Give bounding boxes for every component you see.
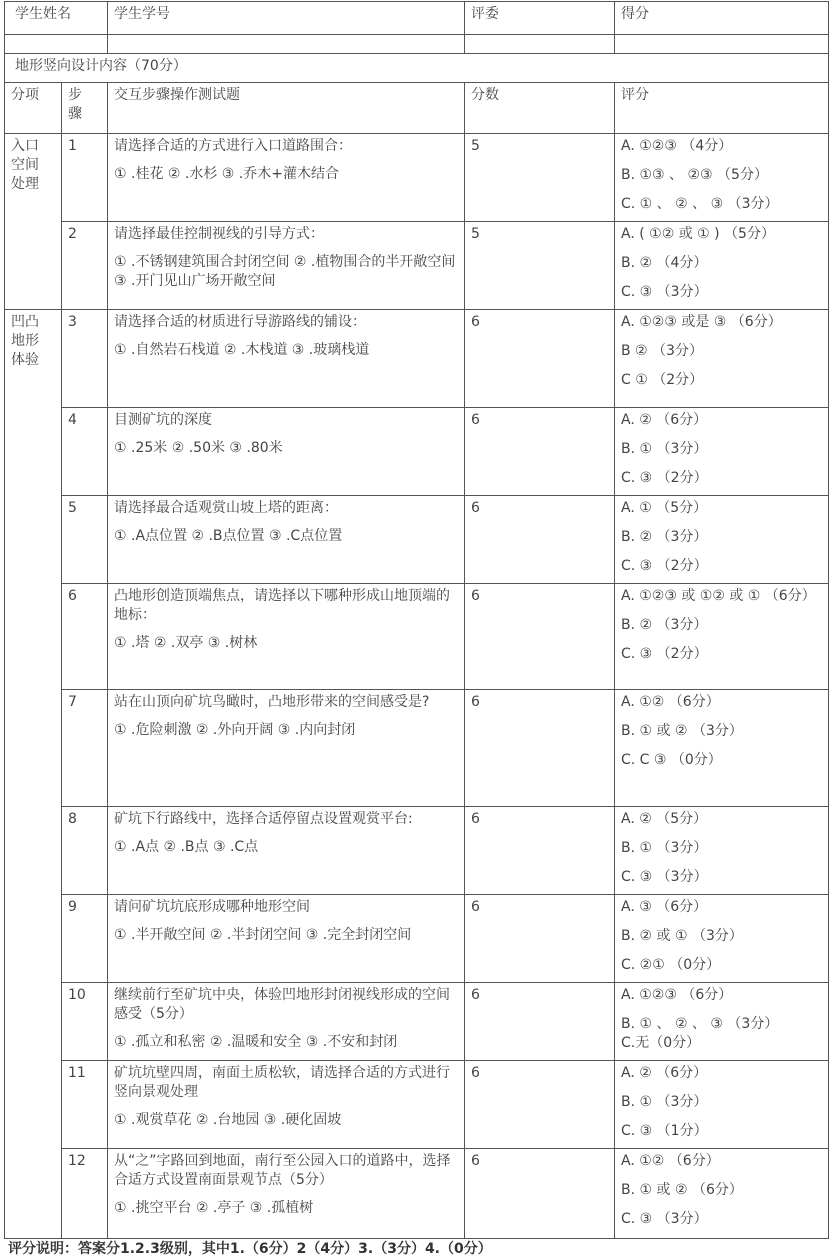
- question-text: 请问矿坑坑底形成哪种地形空间: [114, 899, 310, 915]
- step-number: 11: [62, 1061, 108, 1149]
- question-text: 矿坑坑壁四周，南面土质松软，请选择合适的方式进行竖向景观处理: [114, 1065, 450, 1100]
- question-cell: [108, 310, 465, 408]
- scoring-cell: [615, 496, 829, 584]
- options-text: ① .25米 ② .50米 ③ .80米: [114, 440, 283, 456]
- question-cell: [108, 1061, 465, 1149]
- scoring-option: A. ② （6分）: [621, 1065, 708, 1081]
- scoring-option: A. ③ （6分）: [621, 899, 708, 915]
- judge-label: 评委: [465, 2, 615, 35]
- points-value: 6: [465, 1149, 615, 1239]
- points-value: 6: [465, 408, 615, 496]
- scoring-option: C. C ③ （0分）: [621, 752, 722, 768]
- score-table: [4, 1, 829, 1239]
- points-value: 5: [465, 134, 615, 222]
- options-text: ① .塔 ② .双亭 ③ .树林: [114, 635, 258, 651]
- scoring-option: B. ① （3分）: [621, 1094, 708, 1110]
- score-cell[interactable]: [615, 35, 829, 54]
- points-value: 6: [465, 1061, 615, 1149]
- scoring-option: A. ①②③ 或 ①② 或 ① （6分）: [621, 588, 816, 604]
- question-text: 请选择最佳控制视线的引导方式：: [114, 226, 324, 242]
- scoring-note: 评分说明：答案分1.2.3级别，其中1.（6分）2（4分）3.（3分）4.（0分）: [8, 1241, 492, 1257]
- step-number: 12: [62, 1149, 108, 1239]
- question-cell: [108, 1149, 465, 1239]
- options-text: ① .挑空平台 ② .亭子 ③ .孤植树: [114, 1200, 314, 1216]
- scoring-cell: [615, 807, 829, 895]
- question-row: [5, 408, 829, 496]
- question-row: [5, 310, 829, 408]
- scoring-option: B ② （3分）: [621, 343, 703, 359]
- step-number: 10: [62, 983, 108, 1061]
- scoring-option: A. ①② （6分）: [621, 1153, 720, 1169]
- section-title: 地形竖向设计内容（70分）: [5, 54, 829, 83]
- scoring-option: C. ③ （1分）: [621, 1123, 708, 1139]
- scoring-cell: [615, 983, 829, 1061]
- scoring-cell: [615, 1149, 829, 1239]
- step-number: 4: [62, 408, 108, 496]
- group-terrain: 凹凸 地形 体验: [5, 310, 62, 1239]
- section-title-row: [5, 54, 829, 83]
- question-cell: [108, 807, 465, 895]
- student-id-label: 学生学号: [108, 2, 465, 35]
- student-id-cell[interactable]: [108, 35, 465, 54]
- options-text: ① .自然岩石栈道 ② .木栈道 ③ .玻璃栈道: [114, 342, 370, 358]
- group-entrance: 入口 空间 处理: [5, 134, 62, 310]
- scoring-option: C. ③ （2分）: [621, 646, 708, 662]
- question-row: [5, 895, 829, 983]
- col-question: 交互步骤操作测试题: [108, 83, 465, 134]
- step-number: 1: [62, 134, 108, 222]
- question-cell: [108, 134, 465, 222]
- question-text: 凸地形创造顶端焦点，请选择以下哪种形成山地顶端的地标：: [114, 588, 450, 623]
- scoring-option: A. ② （5分）: [621, 811, 708, 827]
- question-cell: [108, 983, 465, 1061]
- question-text: 请选择合适的材质进行导游路线的铺设：: [114, 314, 366, 330]
- question-text: 请选择最合适观赏山坡上塔的距离：: [114, 500, 338, 516]
- question-text: 请选择合适的方式进行入口道路围合：: [114, 138, 352, 154]
- scoring-option: A. ② （6分）: [621, 412, 708, 428]
- step-number: 6: [62, 584, 108, 690]
- step-number: 9: [62, 895, 108, 983]
- scoring-option: C. ③ （3分）: [621, 284, 708, 300]
- question-cell: [108, 222, 465, 310]
- scoring-cell: [615, 584, 829, 690]
- scoring-option: B. ① 或 ② （6分）: [621, 1182, 743, 1198]
- options-text: ① .桂花 ② .水杉 ③ .乔木+灌木结合: [114, 166, 339, 182]
- points-value: 6: [465, 496, 615, 584]
- question-row: [5, 807, 829, 895]
- judge-cell[interactable]: [465, 35, 615, 54]
- step-number: 3: [62, 310, 108, 408]
- question-row: [5, 1061, 829, 1149]
- scoring-cell: [615, 222, 829, 310]
- scoring-cell: [615, 1061, 829, 1149]
- scoring-option: C. ③ （2分）: [621, 558, 708, 574]
- question-text: 从“之”字路回到地面，南行至公园入口的道路中，选择合适方式设置南面景观节点（5分）: [114, 1153, 451, 1188]
- scoring-option: B. ② 或 ① （3分）: [621, 928, 743, 944]
- question-row: [5, 222, 829, 310]
- scoring-option: B. ② （3分）: [621, 617, 708, 633]
- question-row: [5, 690, 829, 807]
- question-text: 矿坑下行路线中，选择合适停留点设置观赏平台:: [114, 811, 413, 827]
- question-row: [5, 496, 829, 584]
- question-cell: [108, 496, 465, 584]
- scoring-option: C. ③ （3分）: [621, 1211, 708, 1227]
- points-value: 6: [465, 310, 615, 408]
- scoring-option: B. ② （4分）: [621, 255, 708, 271]
- col-category: 分项: [5, 83, 62, 134]
- blank-entry-row: [5, 35, 829, 54]
- question-row: [5, 1149, 829, 1239]
- scoring-cell: [615, 408, 829, 496]
- score-label: 得分: [615, 2, 829, 35]
- options-text: ① .半开敞空间 ② .半封闭空间 ③ .完全封闭空间: [114, 927, 412, 943]
- question-row: [5, 134, 829, 222]
- points-value: 6: [465, 807, 615, 895]
- options-text: ① .A点 ② .B点 ③ .C点: [114, 839, 259, 855]
- options-text: ① .不锈钢建筑围合封闭空间 ② .植物围合的半开敞空间 ③ .开门见山广场开敞空间: [114, 254, 456, 289]
- col-grading: 评分: [615, 83, 829, 134]
- scoring-option: C. ③ （3分）: [621, 869, 708, 885]
- scoring-option: B. ② （3分）: [621, 529, 708, 545]
- options-text: ① .孤立和私密 ② .温暖和安全 ③ .不安和封闭: [114, 1034, 398, 1050]
- scoring-cell: [615, 134, 829, 222]
- question-text: 目测矿坑的深度: [114, 412, 212, 428]
- points-value: 6: [465, 983, 615, 1061]
- options-text: ① .危险刺激 ② .外向开阔 ③ .内向封闭: [114, 722, 356, 738]
- points-value: 6: [465, 690, 615, 807]
- step-number: 5: [62, 496, 108, 584]
- options-text: ① .观赏草花 ② .台地园 ③ .硬化固坡: [114, 1112, 342, 1128]
- scoring-option: C ① （2分）: [621, 372, 704, 388]
- question-cell: [108, 690, 465, 807]
- col-step: 步 骤: [62, 83, 108, 134]
- scoring-cell: [615, 690, 829, 807]
- student-name-label: 学生姓名: [5, 2, 108, 35]
- scoring-option: A. ( ①② 或 ① ) （5分）: [621, 226, 775, 242]
- scoring-option: C. ②① （0分）: [621, 957, 721, 973]
- question-cell: [108, 584, 465, 690]
- question-row: [5, 983, 829, 1061]
- scoring-option: A. ①②③ （6分）: [621, 987, 733, 1003]
- header-row: [5, 2, 829, 35]
- question-cell: [108, 895, 465, 983]
- question-text: 站在山顶向矿坑鸟瞰时，凸地形带来的空间感受是?: [114, 694, 430, 710]
- student-name-cell[interactable]: [5, 35, 108, 54]
- col-points: 分数: [465, 83, 615, 134]
- scoring-option: A. ①②③ （4分）: [621, 138, 733, 154]
- scoring-option: A. ① （5分）: [621, 500, 708, 516]
- scoring-option: B. ① （3分）: [621, 840, 708, 856]
- scoring-option: C. ① 、 ② 、 ③ （3分）: [621, 196, 779, 212]
- step-number: 8: [62, 807, 108, 895]
- scoring-cell: [615, 310, 829, 408]
- question-row: [5, 584, 829, 690]
- options-text: ① .A点位置 ② .B点位置 ③ .C点位置: [114, 528, 343, 544]
- points-value: 5: [465, 222, 615, 310]
- column-header-row: [5, 83, 829, 134]
- scoring-option: B. ① 或 ② （3分）: [621, 723, 743, 739]
- step-number: 2: [62, 222, 108, 310]
- scoring-option: A. ①② （6分）: [621, 694, 720, 710]
- step-number: 7: [62, 690, 108, 807]
- scoring-option: C. ③ （2分）: [621, 470, 708, 486]
- scoring-cell: [615, 895, 829, 983]
- points-value: 6: [465, 895, 615, 983]
- scoring-option: A. ①②③ 或是 ③ （6分）: [621, 314, 782, 330]
- scoring-option: B. ① 、 ② 、 ③ （3分） C.无（0分）: [621, 1016, 779, 1051]
- points-value: 6: [465, 584, 615, 690]
- scoring-option: B. ①③ 、 ②③ （5分）: [621, 167, 768, 183]
- question-text: 继续前行至矿坑中央，体验凹地形封闭视线形成的空间感受（5分）: [114, 987, 450, 1022]
- scoring-option: B. ① （3分）: [621, 441, 708, 457]
- question-cell: [108, 408, 465, 496]
